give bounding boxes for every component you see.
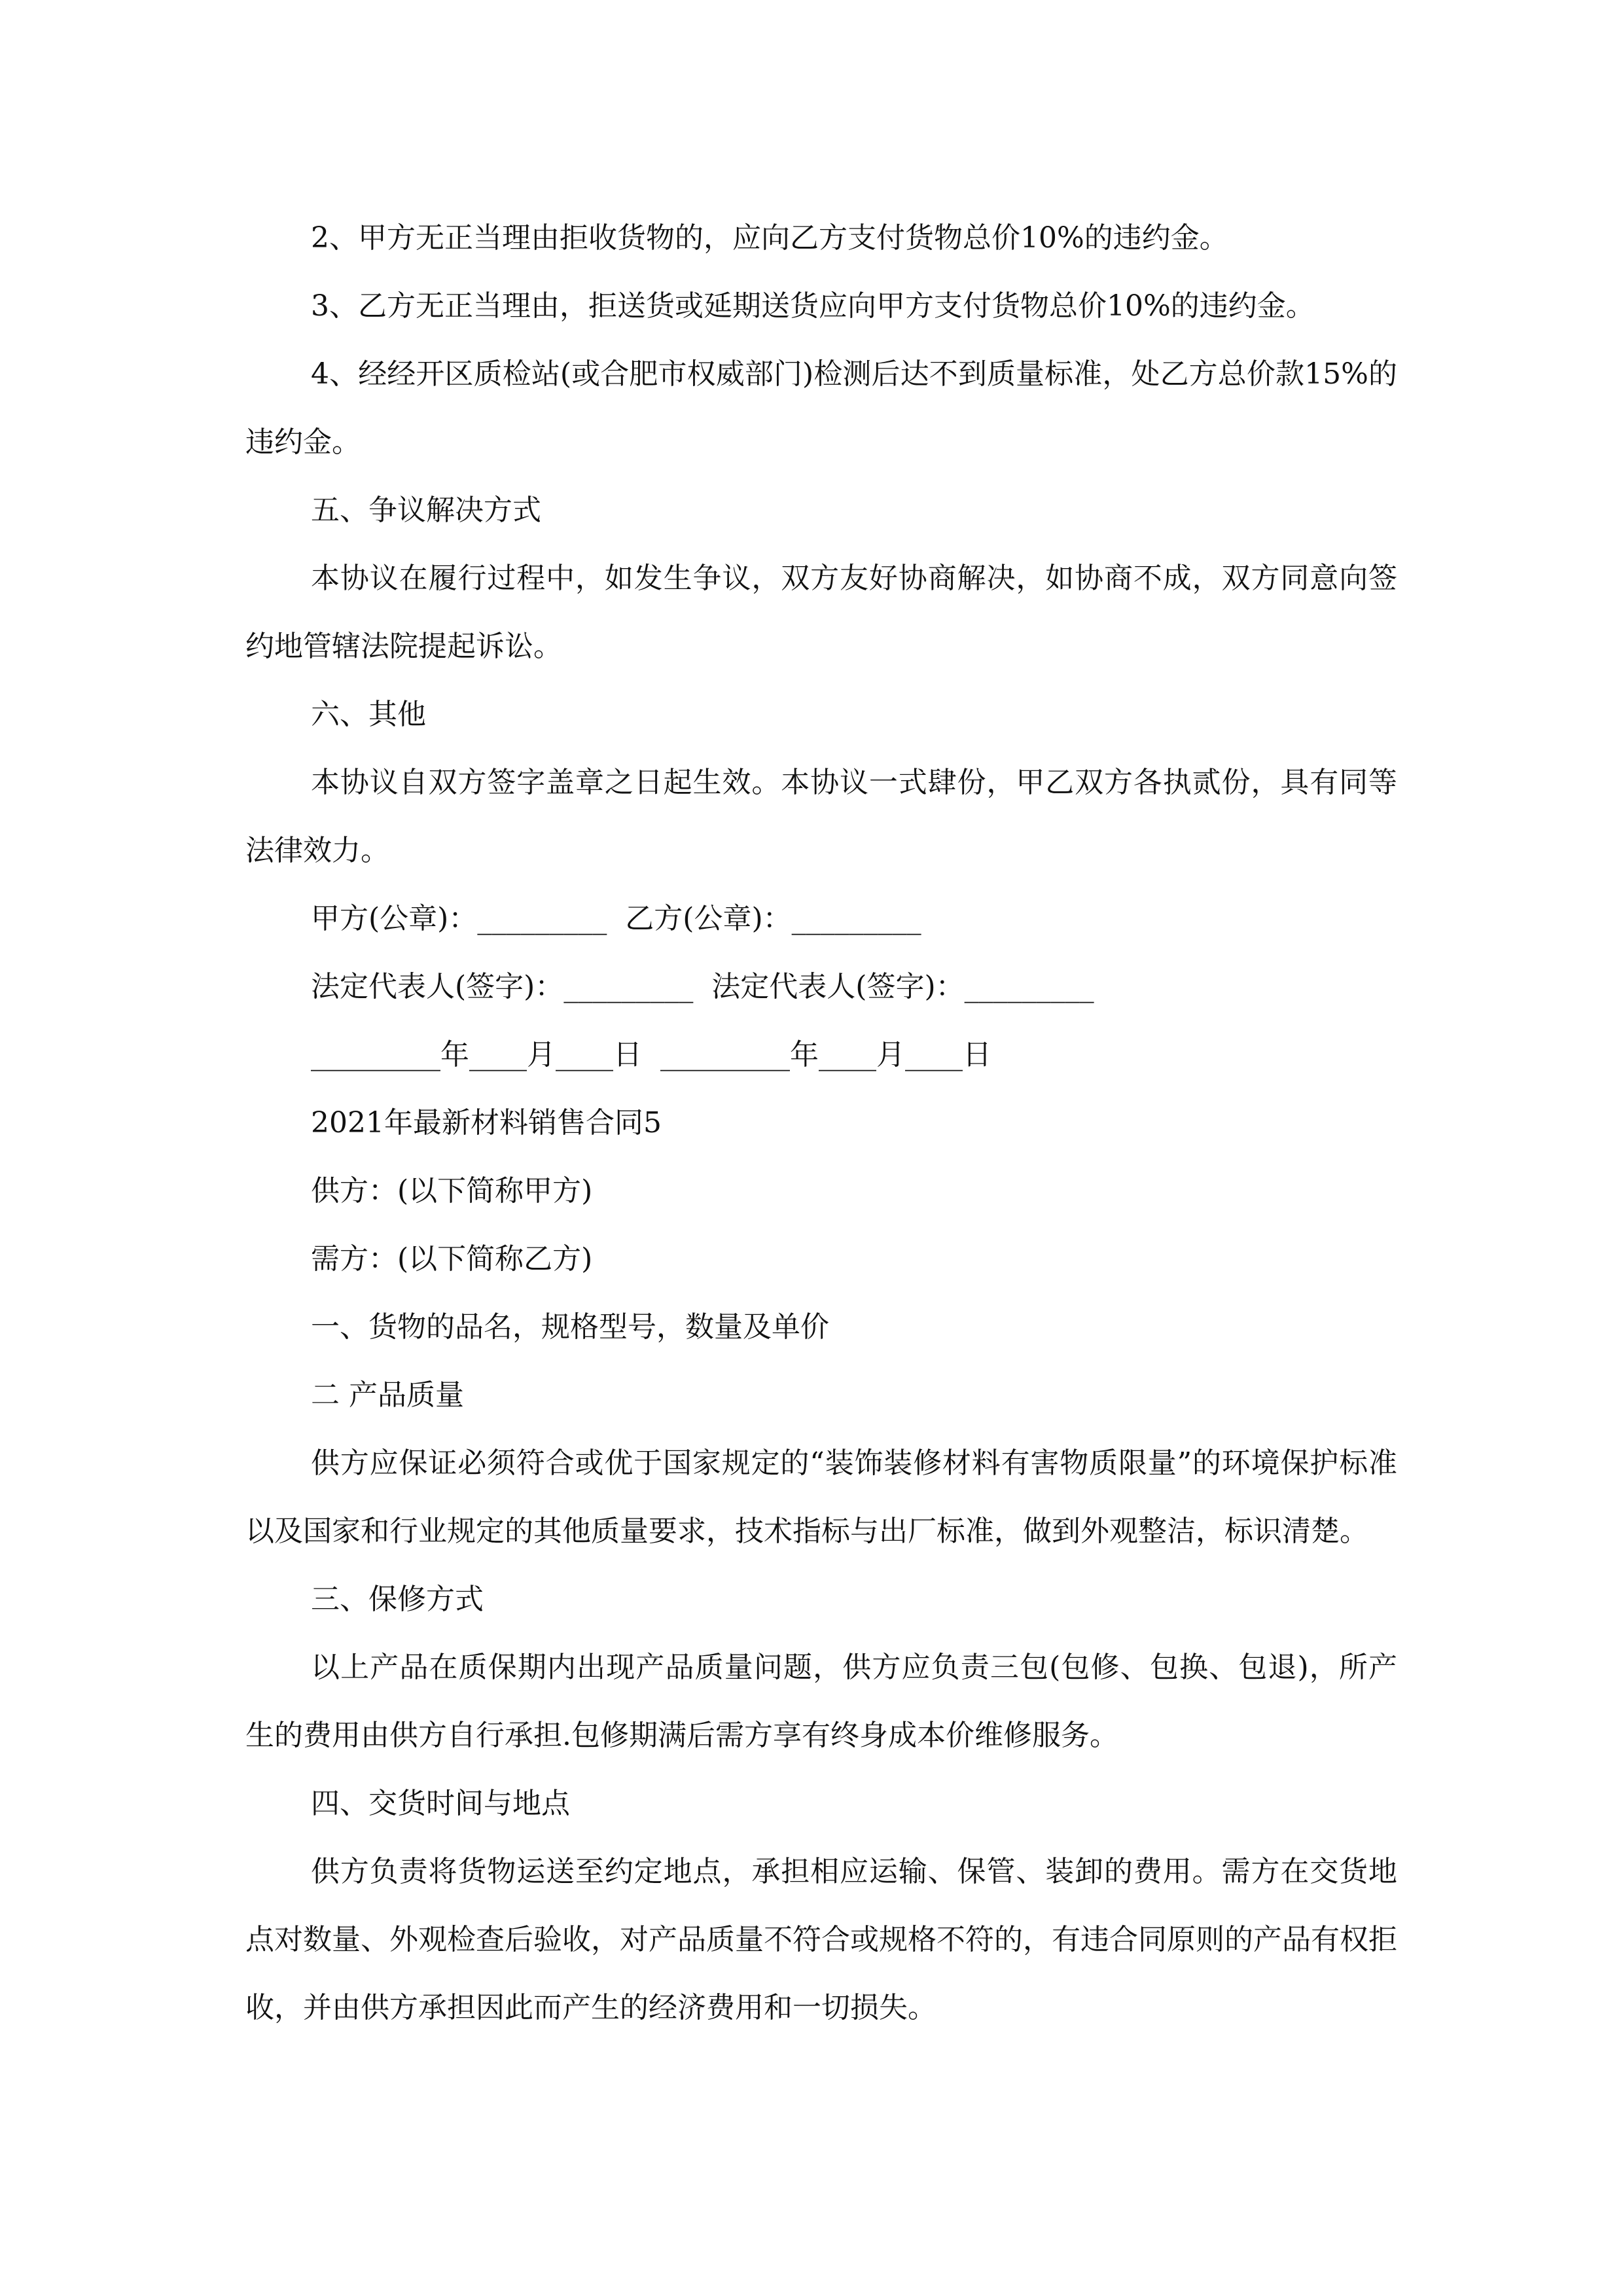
quality-paragraph: 供方应保证必须符合或优于国家规定的“装饰装修材料有害物质限量”的环境保护标准以及国家和行业规定的其他质量要求，技术指标与出厂标准，做到外观整洁，标识清楚。 — [245, 1446, 1397, 1548]
clause-3-penalty: 3、乙方无正当理由，拒送货或延期送货应向甲方支付货物总价10%的违约金。 — [311, 289, 1315, 323]
section-heading-goods: 一、货物的品名，规格型号，数量及单价 — [311, 1310, 829, 1344]
section-heading-quality: 二 产品质量 — [311, 1378, 464, 1412]
section-heading-dispute: 五、争议解决方式 — [311, 493, 541, 527]
clause-2-penalty: 2、甲方无正当理由拒收货物的，应向乙方支付货物总价10%的违约金。 — [311, 221, 1228, 255]
clause-4-penalty: 4、经经开区质检站(或合肥市权威部门)检测后达不到质量标准，处乙方总价款15%的违约金。 — [245, 357, 1397, 459]
delivery-paragraph: 供方负责将货物运送至约定地点，承担相应运输、保管、装卸的费用。需方在交货地点对数量、外观检查后验收，对产品质量不符合或规格不符的，有违合同原则的产品有权拒收，并由供方承担因此而产生的经济费用和一切损失。 — [245, 1855, 1397, 2024]
representative-line: 法定代表人(签字)：_________ 法定代表人(签字)：_________ — [311, 970, 1094, 1003]
seal-line: 甲方(公章)：_________ 乙方(公章)：_________ — [311, 902, 921, 935]
section-heading-other: 六、其他 — [311, 698, 426, 731]
date-line: _________年____月____日 _________年____月____日 — [311, 1038, 991, 1071]
other-paragraph: 本协议自双方签字盖章之日起生效。本协议一式肆份，甲乙双方各执贰份，具有同等法律效力。 — [245, 766, 1397, 867]
buyer-line: 需方：(以下简称乙方) — [311, 1242, 593, 1276]
warranty-paragraph: 以上产品在质保期内出现产品质量问题，供方应负责三包(包修、包换、包退)，所产生的费用由供方自行承担.包修期满后需方享有终身成本价维修服务。 — [245, 1651, 1397, 1752]
supplier-line: 供方：(以下简称甲方) — [311, 1174, 593, 1208]
section-heading-delivery: 四、交货时间与地点 — [311, 1787, 570, 1820]
contract-title: 2021年最新材料销售合同5 — [311, 1106, 662, 1139]
dispute-paragraph: 本协议在履行过程中，如发生争议，双方友好协商解决，如协商不成，双方同意向签约地管辖法院提起诉讼。 — [245, 562, 1397, 663]
section-heading-warranty: 三、保修方式 — [311, 1583, 484, 1616]
document-page — [245, 204, 1397, 2042]
